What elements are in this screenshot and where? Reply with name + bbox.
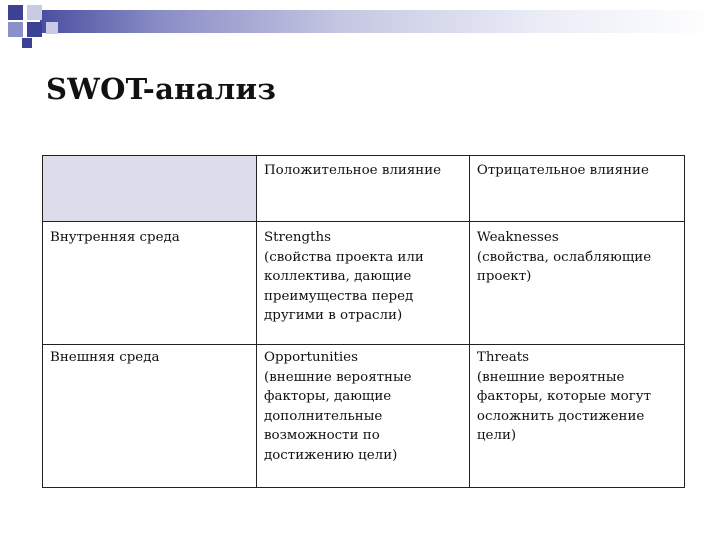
- decor-square-icon: [27, 5, 42, 20]
- swot-table: [42, 155, 685, 488]
- weaknesses-description: (свойства, ослабляющие проект): [476, 249, 652, 284]
- decor-square-icon: [22, 38, 32, 48]
- decor-square-icon: [27, 22, 42, 37]
- table-corner-cell: [43, 156, 257, 222]
- table-row: [43, 222, 685, 345]
- table-header-row: [43, 156, 685, 222]
- row-label-internal: Внутренняя среда: [43, 222, 257, 345]
- opportunities-description: (внешние вероятные факторы, дающие дополнительные возможности по достижению цели): [264, 369, 412, 463]
- slide-title: SWOT-анализ: [46, 72, 277, 106]
- threats-heading: Threats: [476, 350, 530, 365]
- opportunities-cell: [257, 345, 470, 488]
- row-label-external: Внешняя среда: [43, 345, 257, 488]
- header-gradient-bar: [40, 10, 720, 33]
- opportunities-heading: Opportunities: [264, 350, 358, 365]
- threats-description: (внешние вероятные факторы, которые могут осложнить достижение цели): [476, 369, 652, 443]
- decor-square-icon: [46, 22, 58, 34]
- header-negative-influence: Отрицательное влияние: [469, 156, 684, 222]
- strengths-heading: Strengths: [264, 230, 331, 245]
- header-positive-influence: Положительное влияние: [257, 156, 470, 222]
- threats-cell: [469, 345, 684, 488]
- weaknesses-heading: Weaknesses: [476, 230, 559, 245]
- weaknesses-cell: [469, 222, 684, 345]
- decor-square-icon: [8, 22, 23, 37]
- decor-square-icon: [8, 5, 23, 20]
- table-row: [43, 345, 685, 488]
- strengths-description: (свойства проекта или коллектива, дающие преимущества перед другими в отрасли): [264, 249, 424, 323]
- strengths-cell: [257, 222, 470, 345]
